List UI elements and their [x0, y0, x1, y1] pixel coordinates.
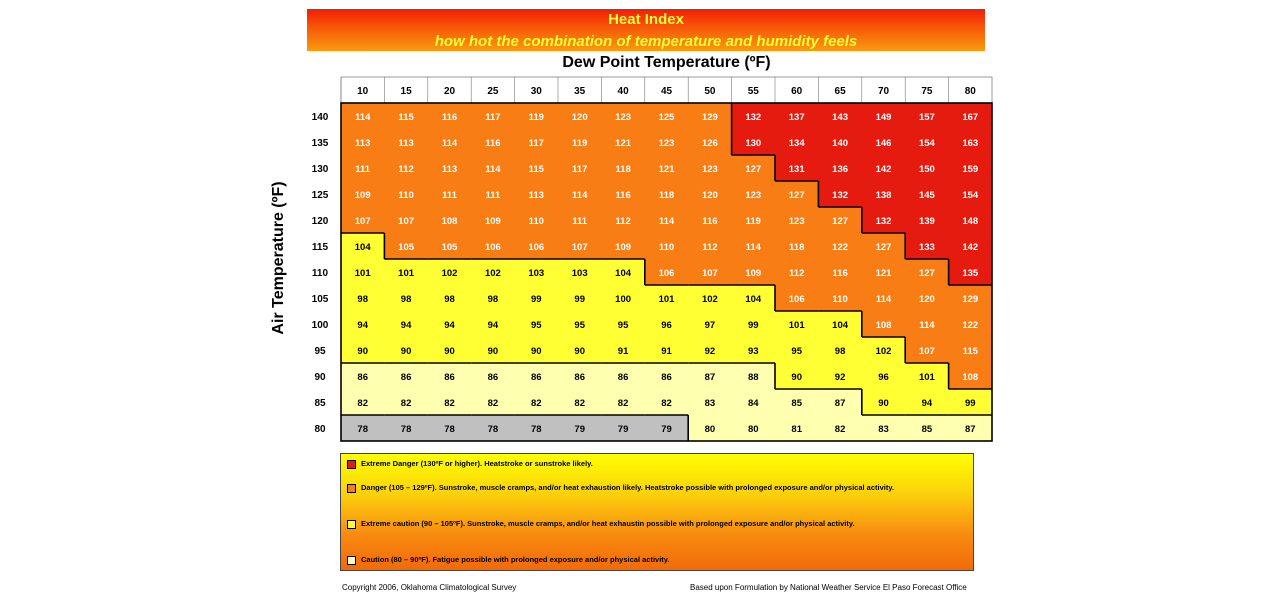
heat-index-value: 90	[357, 346, 368, 357]
heat-index-value: 113	[441, 164, 458, 175]
heat-index-value: 93	[748, 346, 759, 357]
row-label-140: 140	[311, 112, 329, 123]
heat-index-value: 81	[791, 424, 802, 435]
heat-index-value: 116	[702, 216, 718, 227]
heat-index-value: 115	[962, 346, 978, 357]
heat-index-value: 123	[658, 138, 675, 149]
heat-index-value: 114	[441, 138, 458, 149]
heat-index-value: 140	[832, 138, 849, 149]
heat-index-value: 106	[528, 242, 545, 253]
heat-index-value: 114	[745, 242, 761, 253]
heat-index-value: 112	[398, 164, 414, 175]
heat-index-value: 82	[834, 424, 846, 435]
heat-index-value: 101	[658, 294, 675, 305]
heat-index-value: 99	[965, 398, 976, 409]
heat-index-value: 86	[487, 372, 499, 383]
heat-index-value: 137	[788, 112, 805, 123]
heat-index-value: 103	[571, 268, 588, 279]
heat-index-value: 127	[875, 242, 892, 253]
heat-index-value: 96	[878, 372, 889, 383]
heat-index-value: 112	[615, 216, 631, 227]
heat-index-value: 78	[357, 424, 368, 435]
heat-index-value: 87	[704, 372, 716, 383]
heat-index-value: 110	[398, 190, 414, 201]
legend-text-extreme-caution: Extreme caution (90 – 105ºF). Sunstroke, muscle cramps, and/or heat exhaustin possible with prolonged exposure and/or physical activity.	[361, 519, 855, 528]
legend-text-caution: Caution (80 – 90ºF). Fatigue possible with prolonged exposure and/or physical activity.	[361, 555, 670, 564]
row-label-90: 90	[314, 372, 326, 383]
heat-index-value: 111	[485, 190, 501, 201]
heat-index-value: 94	[921, 398, 933, 409]
heat-index-value: 108	[962, 372, 979, 383]
heat-index-value: 86	[444, 372, 455, 383]
heat-index-value: 107	[918, 346, 935, 357]
heat-index-value: 159	[962, 164, 979, 175]
heat-index-value: 87	[834, 398, 846, 409]
row-label-95: 95	[314, 346, 326, 357]
heat-index-value: 109	[745, 268, 762, 279]
formulation-credit: Based upon Formulation by National Weather Service El Paso Forecast Office	[690, 583, 967, 592]
heat-index-value: 82	[531, 398, 542, 409]
heat-index-value: 106	[658, 268, 675, 279]
heat-index-value: 116	[615, 190, 631, 201]
heat-index-value: 90	[487, 346, 499, 357]
heat-index-value: 111	[442, 190, 457, 201]
heat-index-value: 130	[745, 138, 762, 149]
heat-index-value: 108	[875, 320, 892, 331]
heat-index-value: 116	[485, 138, 501, 149]
legend-text-danger: Danger (105 – 129ºF). Sunstroke, muscle cramps, and/or heat exhaustion likely. Heatstroke possible with prolonged exposure and/or physical activity.	[361, 483, 895, 492]
heat-index-value: 85	[791, 398, 802, 409]
heat-index-value: 101	[354, 268, 371, 279]
heat-index-value: 95	[531, 320, 542, 331]
heat-index-value: 86	[357, 372, 368, 383]
heat-index-value: 114	[919, 320, 935, 331]
heat-index-value: 118	[658, 190, 675, 201]
heat-index-value: 114	[658, 216, 675, 227]
column-header-25: 25	[487, 86, 499, 97]
heat-index-value: 104	[745, 294, 762, 305]
heat-index-value: 145	[918, 190, 935, 201]
row-label-125: 125	[311, 190, 329, 201]
column-header-60: 60	[791, 86, 803, 97]
heat-index-value: 96	[661, 320, 672, 331]
copyright-credit: Copyright 2006, Oklahoma Climatological Survey	[342, 583, 517, 592]
heat-index-value: 150	[918, 164, 935, 175]
heat-index-value: 127	[745, 164, 762, 175]
heat-index-value: 95	[574, 320, 585, 331]
heat-index-value: 123	[788, 216, 805, 227]
heat-index-value: 86	[531, 372, 542, 383]
column-header-15: 15	[400, 86, 412, 97]
heat-index-value: 121	[615, 138, 632, 149]
heat-index-value: 112	[789, 268, 805, 279]
heat-index-value: 119	[572, 138, 588, 149]
heat-index-value: 142	[962, 242, 979, 253]
heat-index-value: 87	[965, 424, 976, 435]
row-label-80: 80	[314, 424, 326, 435]
heat-index-value: 105	[441, 242, 458, 253]
heat-index-value: 98	[487, 294, 499, 305]
legend-text-extreme-danger: Extreme Danger (130ºF or higher). Heatstroke or sunstroke likely.	[361, 459, 593, 468]
heat-index-value: 101	[398, 268, 415, 279]
heat-index-value: 109	[615, 242, 632, 253]
heat-index-value: 120	[701, 190, 718, 201]
heat-index-value: 109	[484, 216, 501, 227]
heat-index-value: 104	[615, 268, 632, 279]
heat-index-value: 98	[357, 294, 368, 305]
heat-index-value: 127	[832, 216, 849, 227]
row-label-110: 110	[311, 268, 329, 279]
heat-index-value: 94	[444, 320, 455, 331]
heat-index-value: 143	[832, 112, 849, 123]
heat-index-value: 118	[615, 164, 631, 175]
heat-index-value: 121	[658, 164, 675, 175]
legend-swatch-extreme-danger	[347, 460, 356, 469]
heat-index-value: 142	[875, 164, 892, 175]
column-header-10: 10	[357, 86, 369, 97]
heat-index-value: 117	[528, 138, 544, 149]
chart-subtitle: how hot the combination of temperature and humidity feels	[434, 33, 858, 50]
heat-index-value: 157	[918, 112, 935, 123]
heat-index-value: 100	[615, 294, 632, 305]
heat-index-value: 82	[487, 398, 499, 409]
heat-index-value: 131	[788, 164, 805, 175]
heat-index-value: 90	[531, 346, 542, 357]
heat-index-value: 102	[701, 294, 718, 305]
heat-index-value: 120	[571, 112, 588, 123]
heat-index-value: 129	[701, 112, 718, 123]
heat-index-value: 99	[574, 294, 585, 305]
heat-index-value: 112	[702, 242, 718, 253]
heat-index-value: 122	[832, 242, 849, 253]
row-label-105: 105	[311, 294, 329, 305]
heat-index-value: 80	[748, 424, 759, 435]
heat-index-value: 114	[485, 164, 501, 175]
heat-index-value: 117	[485, 112, 501, 123]
heat-index-value: 167	[962, 112, 979, 123]
heat-index-value: 116	[441, 112, 458, 123]
heat-index-value: 82	[617, 398, 629, 409]
heat-index-value: 118	[789, 242, 805, 253]
heat-index-value: 105	[398, 242, 415, 253]
heat-index-value: 163	[962, 138, 979, 149]
heat-index-value: 91	[617, 346, 629, 357]
heat-index-value: 132	[745, 112, 762, 123]
heat-index-value: 119	[745, 216, 761, 227]
heat-index-value: 134	[788, 138, 805, 149]
heat-index-value: 79	[574, 424, 585, 435]
column-header-30: 30	[530, 86, 542, 97]
column-header-75: 75	[921, 86, 933, 97]
column-header-50: 50	[704, 86, 716, 97]
heat-index-value: 116	[832, 268, 848, 279]
heat-index-value: 138	[875, 190, 892, 201]
heat-index-value: 102	[875, 346, 892, 357]
heat-index-value: 125	[658, 112, 675, 123]
heat-index-value: 104	[354, 242, 371, 253]
row-label-130: 130	[311, 164, 329, 175]
heat-index-value: 106	[788, 294, 805, 305]
heat-index-value: 99	[748, 320, 759, 331]
heat-index-value: 90	[791, 372, 802, 383]
heat-index-value: 78	[444, 424, 455, 435]
heat-index-value: 110	[528, 216, 544, 227]
heat-index-value: 94	[357, 320, 368, 331]
heat-index-value: 92	[834, 372, 846, 383]
column-header-65: 65	[834, 86, 846, 97]
heat-index-value: 82	[661, 398, 672, 409]
heat-index-value: 90	[574, 346, 585, 357]
column-header-45: 45	[660, 86, 673, 97]
legend-swatch-danger	[347, 484, 356, 493]
column-header-55: 55	[747, 86, 759, 97]
heat-index-value: 82	[444, 398, 455, 409]
heat-index-value: 132	[875, 216, 892, 227]
heat-index-value: 120	[918, 294, 935, 305]
row-label-115: 115	[311, 242, 329, 253]
row-label-120: 120	[311, 216, 329, 227]
row-label-135: 135	[311, 138, 329, 149]
column-header-35: 35	[574, 86, 586, 97]
heat-index-value: 132	[832, 190, 849, 201]
heat-index-value: 88	[748, 372, 759, 383]
legend-swatch-extreme-caution	[347, 520, 356, 529]
heat-index-value: 107	[571, 242, 588, 253]
heat-index-value: 136	[832, 164, 849, 175]
heat-index-value: 102	[484, 268, 501, 279]
heat-index-value: 90	[400, 346, 412, 357]
heat-index-value: 123	[615, 112, 632, 123]
heat-index-value: 123	[745, 190, 762, 201]
heat-index-value: 129	[962, 294, 979, 305]
heat-index-value: 94	[487, 320, 499, 331]
heat-index-value: 98	[444, 294, 455, 305]
heat-index-value: 79	[617, 424, 629, 435]
heat-index-value: 119	[528, 112, 544, 123]
heat-index-value: 80	[704, 424, 716, 435]
heat-index-value: 86	[617, 372, 629, 383]
heat-index-value: 110	[658, 242, 675, 253]
heat-index-value: 97	[704, 320, 716, 331]
heat-index-value: 111	[355, 164, 371, 175]
heat-index-value: 107	[398, 216, 415, 227]
heat-index-value: 110	[832, 294, 848, 305]
heat-index-value: 95	[791, 346, 802, 357]
legend-swatch-caution	[347, 556, 356, 565]
row-label-85: 85	[314, 398, 326, 409]
heat-index-value: 115	[528, 164, 544, 175]
column-header-80: 80	[964, 86, 976, 97]
column-header-70: 70	[877, 86, 890, 97]
chart-title: Heat Index	[608, 11, 684, 28]
heat-index-value: 82	[400, 398, 412, 409]
x-axis-label: Dew Point Temperature (ºF)	[562, 54, 771, 71]
heat-index-value: 90	[444, 346, 455, 357]
heat-index-value: 91	[661, 346, 672, 357]
heat-index-value: 102	[441, 268, 458, 279]
heat-index-value: 107	[701, 268, 718, 279]
heat-index-value: 108	[441, 216, 458, 227]
heat-index-value: 149	[875, 112, 892, 123]
heat-index-value: 117	[572, 164, 588, 175]
heat-index-value: 83	[704, 398, 716, 409]
column-header-20: 20	[443, 86, 456, 97]
heat-index-value: 121	[875, 268, 892, 279]
heat-index-value: 127	[918, 268, 935, 279]
heat-index-value: 86	[574, 372, 585, 383]
y-axis-label: Air Temperature (ºF)	[270, 181, 287, 335]
heat-index-value: 79	[661, 424, 672, 435]
heat-index-value: 78	[487, 424, 499, 435]
heat-index-value: 113	[528, 190, 544, 201]
heat-index-value: 111	[572, 216, 588, 227]
heat-index-value: 83	[878, 424, 889, 435]
heat-index-value: 114	[875, 294, 892, 305]
heat-index-value: 126	[701, 138, 718, 149]
legend	[340, 453, 974, 571]
heat-index-value: 82	[357, 398, 368, 409]
heat-index-value: 78	[531, 424, 542, 435]
heat-index-value: 114	[572, 190, 588, 201]
heat-index-value: 78	[400, 424, 412, 435]
heat-index-value: 115	[398, 112, 414, 123]
heat-index-value: 146	[875, 138, 892, 149]
heat-index-value: 95	[617, 320, 629, 331]
heat-index-value: 101	[788, 320, 805, 331]
heat-index-value: 99	[531, 294, 542, 305]
heat-index-value: 109	[354, 190, 371, 201]
column-header-40: 40	[617, 86, 629, 97]
heat-index-value: 113	[398, 138, 414, 149]
heat-index-value: 135	[962, 268, 979, 279]
heat-index-value: 107	[354, 216, 371, 227]
heat-index-value: 123	[701, 164, 718, 175]
heat-index-value: 85	[921, 424, 933, 435]
heat-index-value: 122	[962, 320, 979, 331]
heat-index-value: 104	[832, 320, 849, 331]
heat-index-value: 98	[834, 346, 846, 357]
heat-index-value: 106	[484, 242, 501, 253]
heat-index-value: 154	[962, 190, 979, 201]
heat-index-value: 82	[574, 398, 585, 409]
heat-index-value: 86	[661, 372, 672, 383]
heat-index-value: 98	[400, 294, 412, 305]
heat-index-value: 127	[788, 190, 805, 201]
heat-index-value: 101	[918, 372, 935, 383]
heat-index-value: 92	[704, 346, 716, 357]
heat-index-value: 148	[962, 216, 979, 227]
heat-index-value: 90	[878, 398, 889, 409]
heat-index-value: 86	[400, 372, 412, 383]
heat-index-value: 114	[355, 112, 371, 123]
heat-index-value: 133	[918, 242, 935, 253]
heat-index-value: 154	[918, 138, 935, 149]
row-label-100: 100	[311, 320, 329, 331]
heat-index-value: 94	[400, 320, 412, 331]
heat-index-value: 113	[355, 138, 371, 149]
heat-index-value: 103	[528, 268, 545, 279]
heat-index-value: 139	[918, 216, 935, 227]
heat-index-value: 84	[748, 398, 759, 409]
